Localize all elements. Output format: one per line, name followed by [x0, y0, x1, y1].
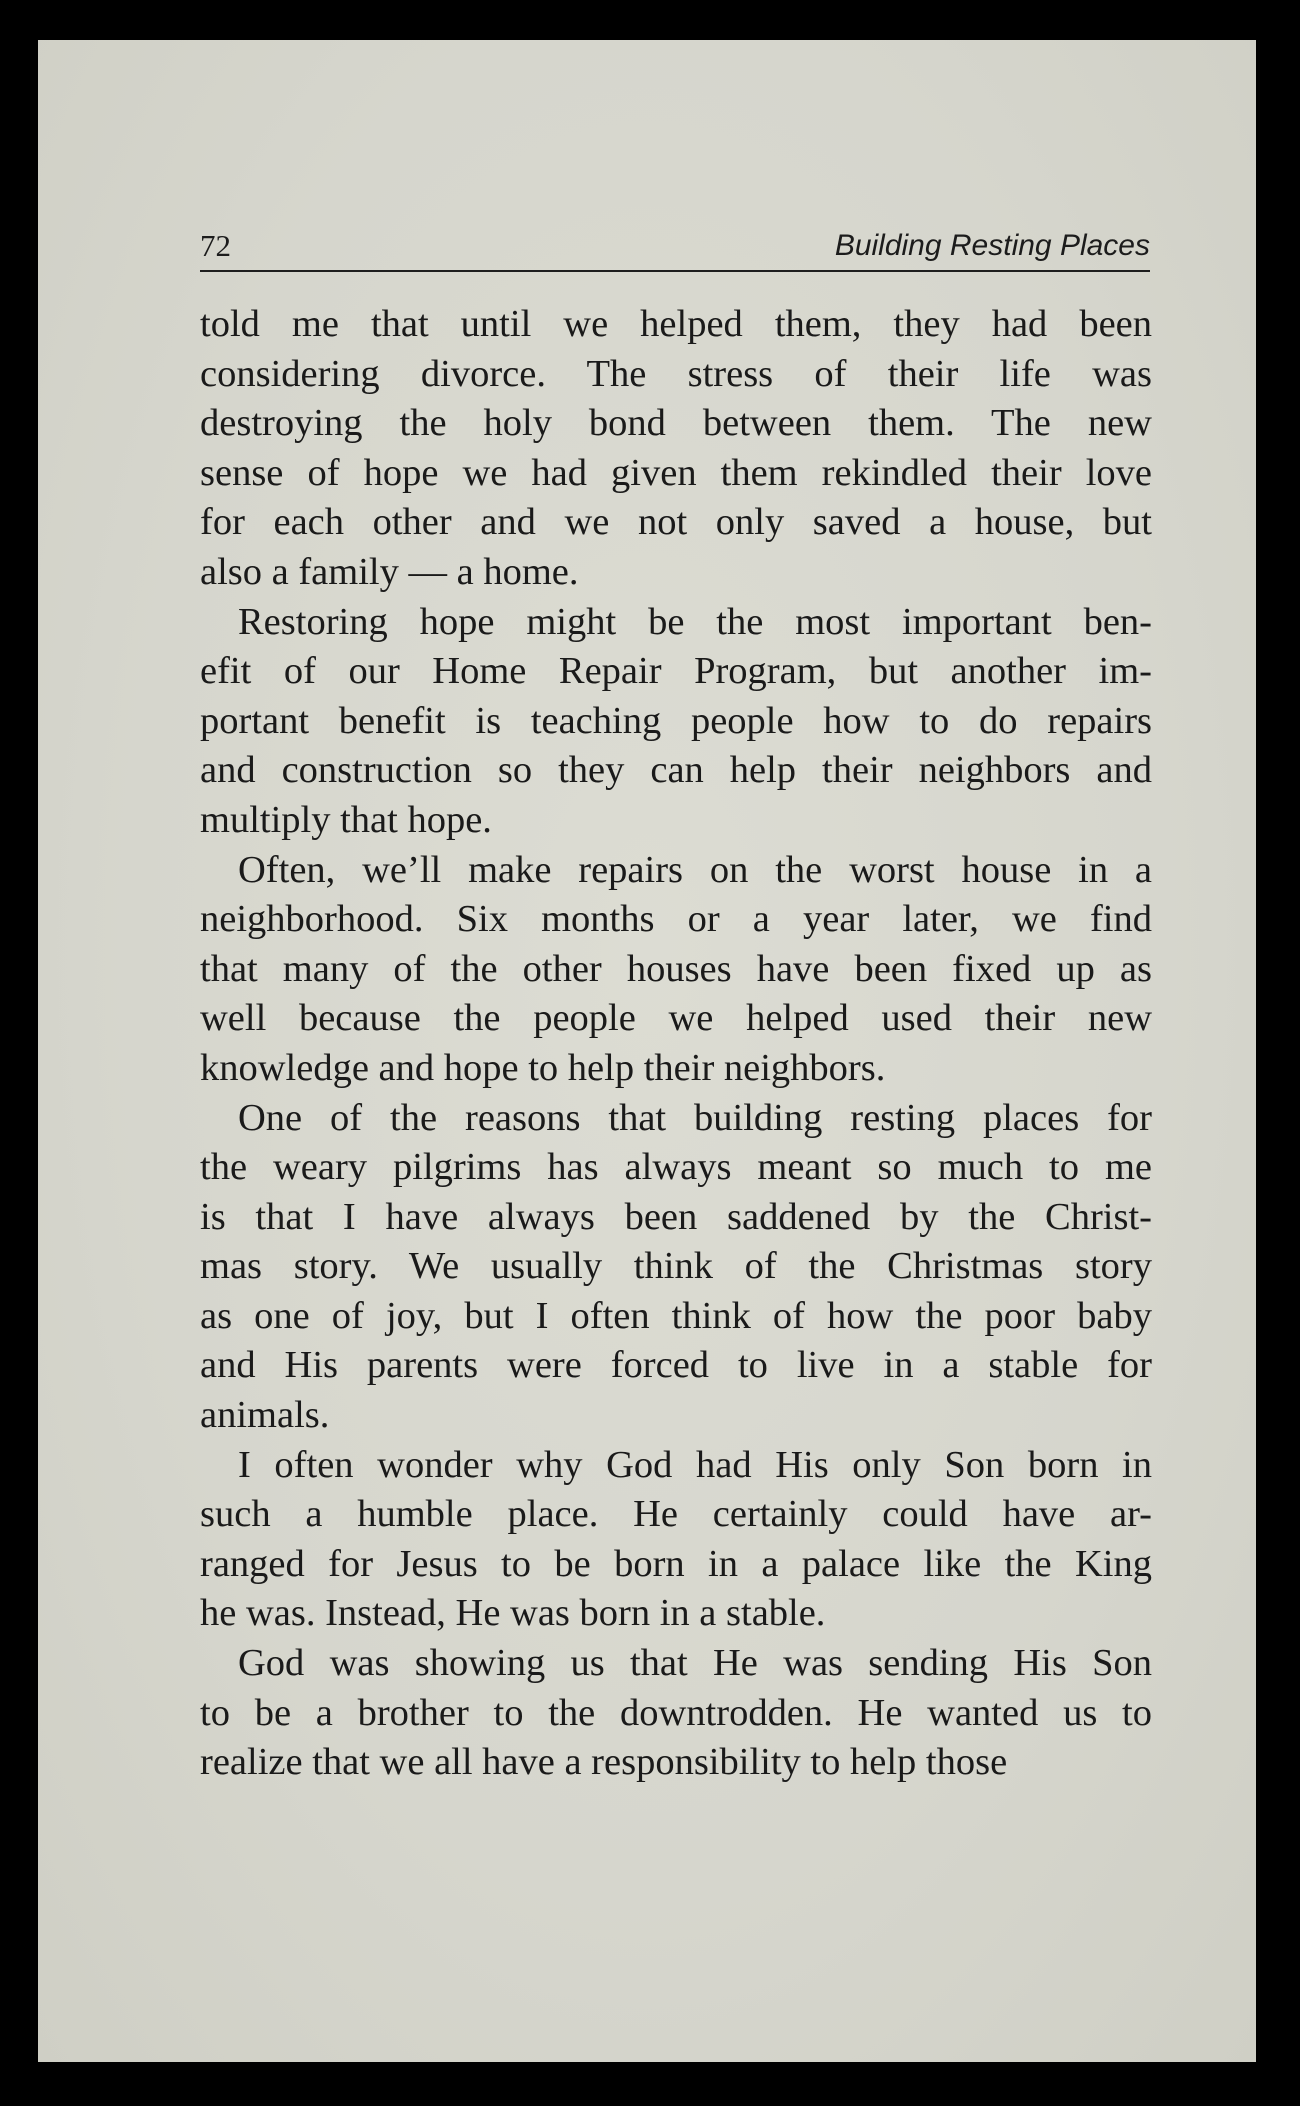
text-line: is that I have always been saddened by the Christ- — [200, 1195, 1152, 1238]
text-line: Often, we’ll make repairs on the worst house in a — [238, 848, 1152, 891]
text-line: to be a brother to the downtrodden. He wanted us to — [200, 1691, 1152, 1734]
text-line: ranged for Jesus to be born in a palace like the King — [200, 1542, 1152, 1585]
text-line: also a family — a home. — [200, 550, 579, 593]
paragraph — [200, 598, 1152, 846]
text-line: God was showing us that He was sending His Son — [238, 1642, 1152, 1685]
text-line: One of the reasons that building resting places for — [238, 1096, 1152, 1139]
text-line: and His parents were forced to live in a stable for — [200, 1344, 1152, 1387]
text-line: Restoring hope might be the most important ben- — [238, 600, 1152, 643]
text-line: and construction so they can help their neighbors and — [200, 749, 1152, 792]
text-line: I often wonder why God had His only Son born in — [238, 1443, 1152, 1486]
text-line: such a humble place. He certainly could have ar- — [200, 1493, 1152, 1536]
text-line: that many of the other houses have been fixed up as — [200, 947, 1152, 990]
text-line: knowledge and hope to help their neighbors. — [200, 1046, 886, 1089]
paragraph — [200, 1441, 1152, 1639]
paragraph — [200, 1094, 1152, 1441]
text-line: told me that until we helped them, they had been — [200, 303, 1152, 345]
text-line: well because the people we helped used their new — [200, 997, 1152, 1040]
text-line: destroying the holy bond between them. The new — [200, 402, 1152, 445]
text-line: considering divorce. The stress of their life was — [200, 352, 1152, 395]
text-line: he was. Instead, He was born in a stable. — [200, 1592, 826, 1635]
text-line: efit of our Home Repair Program, but another im- — [200, 650, 1152, 693]
chapter-title: Building Resting Places — [834, 229, 1150, 262]
text-line: mas story. We usually think of the Christmas story — [200, 1245, 1152, 1288]
text-line: for each other and we not only saved a house, but — [200, 501, 1152, 544]
running-head — [200, 226, 1150, 272]
paragraph — [200, 1639, 1152, 1788]
body-text — [200, 300, 1152, 1788]
text-line: animals. — [200, 1394, 330, 1437]
text-line: realize that we all have a responsibility to help those — [200, 1741, 1008, 1784]
text-line: the weary pilgrims has always meant so much to me — [200, 1146, 1152, 1189]
paragraph — [200, 300, 1152, 598]
text-line: multiply that hope. — [200, 798, 492, 841]
page-number: 72 — [200, 228, 231, 263]
text-line: as one of joy, but I often think of how the poor baby — [200, 1294, 1152, 1337]
text-line: neighborhood. Six months or a year later, we find — [200, 898, 1152, 941]
text-line: portant benefit is teaching people how to do repairs — [200, 699, 1152, 742]
text-line: sense of hope we had given them rekindled their love — [200, 451, 1152, 494]
paragraph — [200, 846, 1152, 1094]
